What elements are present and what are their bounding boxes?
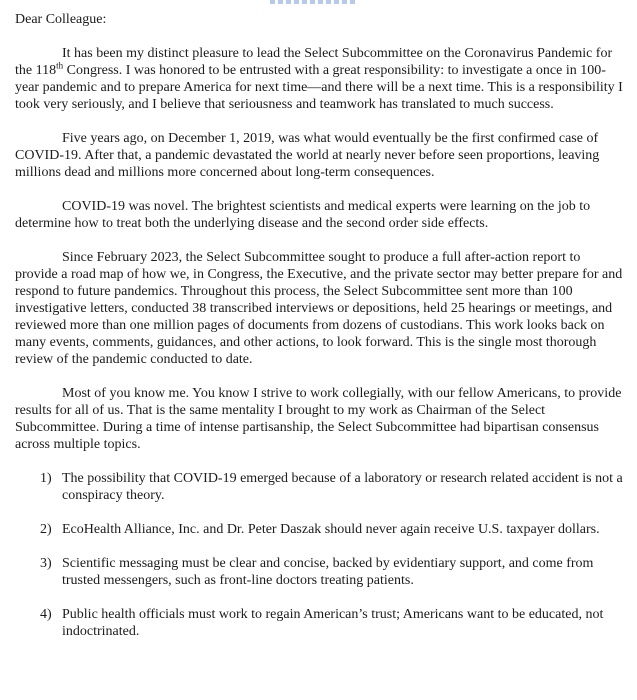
paragraph-collegial: Most of you know me. You know I strive to work collegially, with our fellow Americans, to provide results for all of us. That is the same mentality I brought to my work as Chairman of the Select Subcommittee. During a time of intense partisanship, the Select Subcommittee had bipartisan consensus across multiple topics. (15, 386, 622, 452)
paragraph-intro (15, 45, 624, 113)
list-item-text: EcoHealth Alliance, Inc. and Dr. Peter Daszak should never again receive U.S. taxpayer dollars. (62, 522, 600, 537)
clipped-link-fragment[interactable] (270, 0, 356, 4)
paragraph-five-years: Five years ago, on December 1, 2019, was what would eventually be the first confirmed case of COVID-19. After that, a pandemic devastated the world at nearly never before seen proportions, leaving millions dead and millions more concerned about long-term consequences. (15, 131, 600, 180)
list-item-text: Public health officials must work to regain American’s trust; Americans want to be educated, not indoctrinated. (62, 607, 604, 639)
list-item-text: Scientific messaging must be clear and concise, backed by evidentiary support, and come from trusted messengers, such as front-line doctors treating patients. (62, 556, 594, 588)
paragraph-novel: COVID-19 was novel. The brightest scientists and medical experts were learning on the job to determine how to treat both the underlying disease and the second order side effects. (15, 199, 591, 231)
list-item (40, 555, 624, 589)
list-item-number: 1) (40, 471, 52, 486)
list-item-number: 2) (40, 522, 52, 537)
salutation: Dear Colleague: (15, 12, 107, 27)
paragraph-intro-text-before: It has been my distinct pleasure to lead the Select Subcommittee on the Coronavirus Pandemic for the 118 (15, 46, 613, 78)
numbered-list (15, 470, 624, 640)
list-item (40, 606, 624, 640)
list-item-number: 3) (40, 556, 52, 571)
list-item (40, 470, 624, 504)
list-item-number: 4) (40, 607, 52, 622)
ordinal-superscript: th (56, 60, 64, 71)
list-item-text: The possibility that COVID-19 emerged because of a laboratory or research related accident is not a conspiracy theory. (62, 471, 623, 503)
paragraph-after-action: Since February 2023, the Select Subcommittee sought to produce a full after-action report to provide a road map of how we, in Congress, the Executive, and the private sector may better prepare for and respond to future pandemics. Throughout this process, the Select Subcommittee sent more than 100 investigative letters, conducted 38 transcribed interviews or depositions, held 25 hearings or meetings, and reviewed more than one million pages of documents from dozens of custodians. This work looks back on many events, comments, guidances, and other actions, to look forward. This is the single most thorough review of the pandemic conducted to date. (15, 250, 623, 367)
list-item (40, 521, 624, 538)
paragraph-intro-text-after: Congress. I was honored to be entrusted with a great responsibility: to investigate a once in 100-year pandemic and to prepare America for next time—and there will be a next time. This is a responsibility I took very seriously, and I believe that seriousness and teamwork has translated to much success. (15, 63, 623, 112)
letter-body (15, 11, 624, 640)
